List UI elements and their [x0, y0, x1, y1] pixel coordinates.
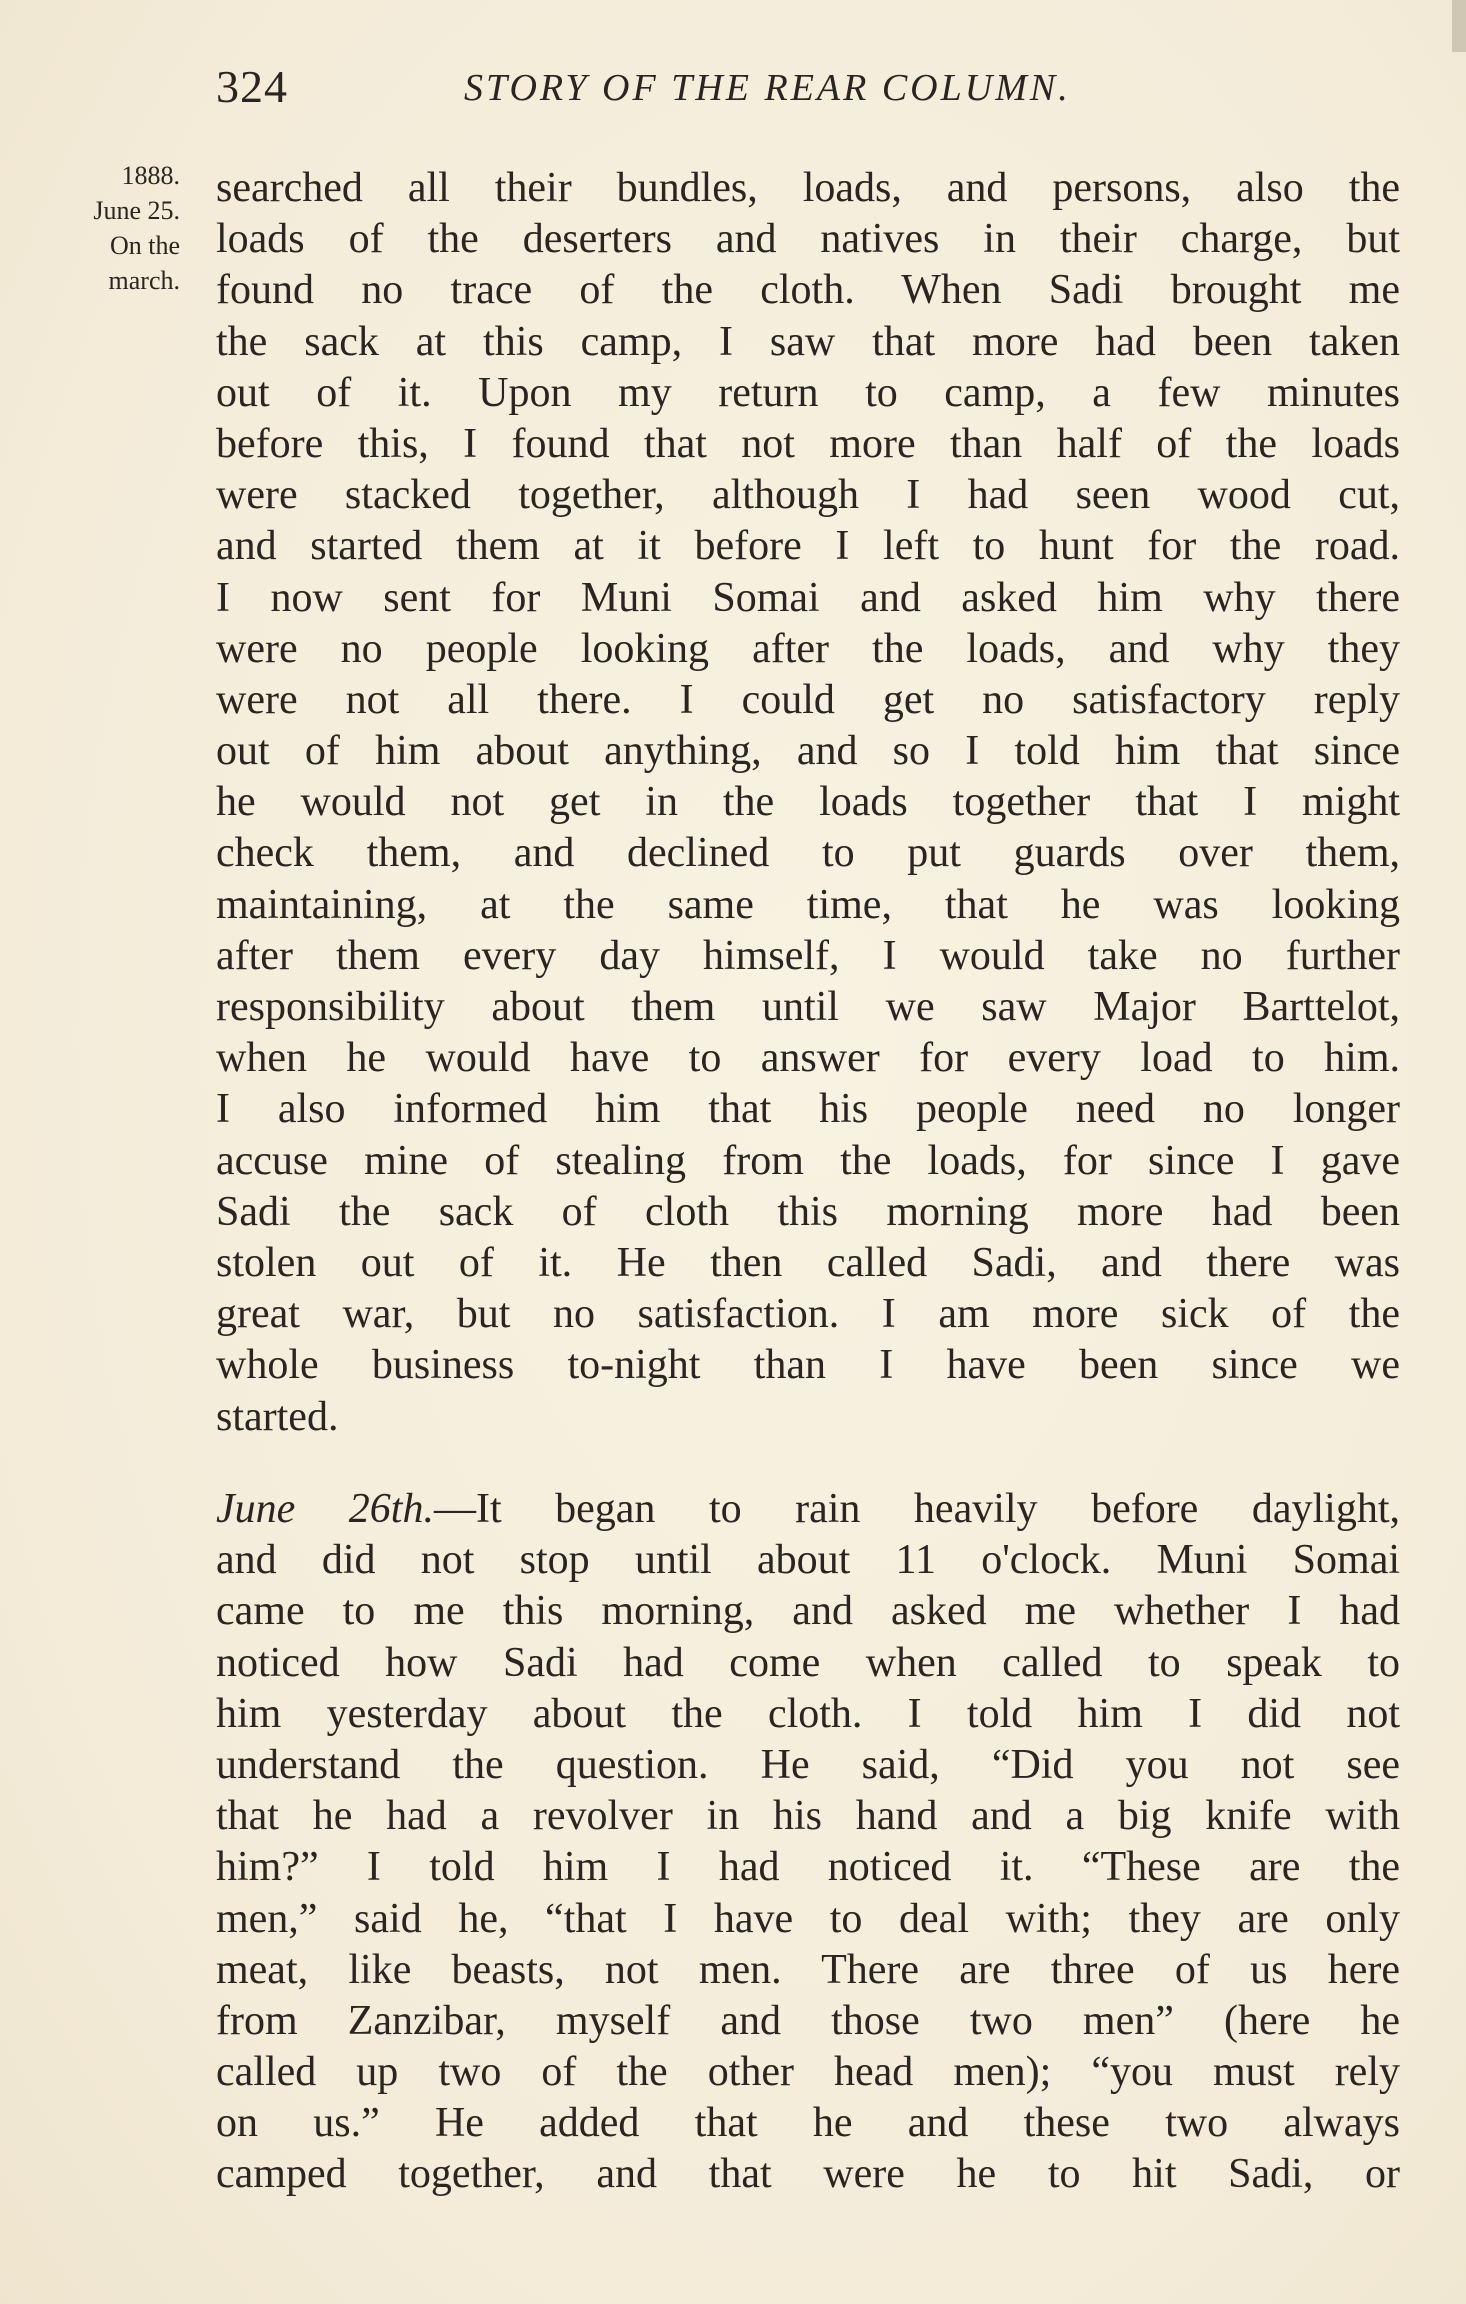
- text-line: stolen out of it. He then called Sadi, and there was: [216, 1239, 1400, 1286]
- page-number: 324: [216, 61, 288, 112]
- margin-note-date: June 25.: [93, 196, 180, 225]
- text-line: he would not get in the loads together that I might: [216, 779, 1400, 826]
- text-line: after them every day himself, I would take no further: [216, 932, 1400, 979]
- text-line: were no people looking after the loads, and why they: [216, 625, 1400, 672]
- text-line: great war, but no satisfaction. I am more sick of the: [216, 1291, 1400, 1338]
- text-line: when he would have to answer for every load to him.: [216, 1035, 1400, 1082]
- text-line: the sack at this camp, I saw that more had been taken: [216, 318, 1400, 365]
- text-line: responsibility about them until we saw Major Barttelot,: [216, 984, 1400, 1030]
- text-line: men,” said he, “that I have to deal with; they are only: [216, 1895, 1400, 1942]
- text-line: him?” I told him I had noticed it. “These are the: [216, 1844, 1400, 1891]
- entry-date: June 26th.: [216, 1486, 434, 1532]
- entry-first-line: —It began to rain heavily before daylight,: [433, 1486, 1400, 1532]
- text-line: from Zanzibar, myself and those two men” (here he: [216, 1997, 1400, 2044]
- text-line: accuse mine of stealing from the loads, for since I gave: [216, 1137, 1400, 1184]
- text-line: meat, like beasts, not men. There are three of us here: [216, 1946, 1400, 1993]
- text-line: whole business to-night than I have been since we: [216, 1342, 1400, 1389]
- text-line: and did not stop until about 11 o'clock. Muni Somai: [216, 1537, 1400, 1584]
- paragraph-june-25: [216, 163, 1400, 1443]
- text-line: were stacked together, although I had seen wood cut,: [216, 472, 1400, 519]
- text-line: that he had a revolver in his hand and a big knife with: [216, 1793, 1400, 1840]
- text-line: Sadi the sack of cloth this morning more had been: [216, 1188, 1400, 1235]
- text-line: on us.” He added that he and these two always: [216, 2100, 1400, 2147]
- text-line: came to me this morning, and asked me whether I had: [216, 1588, 1400, 1635]
- page-header: [216, 60, 1400, 120]
- text-line: before this, I found that not more than half of the loads: [216, 420, 1400, 467]
- text-line: were not all there. I could get no satisfactory reply: [216, 676, 1400, 723]
- text-line: called up two of the other head men); “you must rely: [216, 2049, 1400, 2096]
- text-line: searched all their bundles, loads, and persons, also the: [216, 165, 1400, 211]
- text-line: loads of the deserters and natives in their charge, but: [216, 216, 1400, 263]
- text-line: I now sent for Muni Somai and asked him why there: [216, 574, 1400, 621]
- text-line: found no trace of the cloth. When Sadi brought me: [216, 267, 1400, 314]
- margin-note-location-1: On the: [109, 231, 180, 260]
- text-line: I also informed him that his people need no longer: [216, 1086, 1400, 1133]
- text-line: and started them at it before I left to hunt for the road.: [216, 523, 1400, 570]
- paragraph-june-26: [216, 1484, 1400, 2201]
- running-title: STORY OF THE REAR COLUMN.: [464, 67, 1071, 109]
- margin-note: [48, 158, 180, 298]
- text-line-first: [216, 1484, 1400, 1535]
- margin-note-location-2: march.: [108, 266, 180, 295]
- text-line: out of him about anything, and so I told him that since: [216, 728, 1400, 775]
- margin-note-year: 1888.: [121, 161, 180, 190]
- text-line: out of it. Upon my return to camp, a few minutes: [216, 369, 1400, 416]
- text-line: understand the question. He said, “Did you not see: [216, 1741, 1400, 1788]
- text-line: maintaining, at the same time, that he was looking: [216, 881, 1400, 928]
- text-line: noticed how Sadi had come when called to speak to: [216, 1639, 1400, 1686]
- page-edge-mark: [1452, 0, 1466, 52]
- text-line: him yesterday about the cloth. I told him I did not: [216, 1690, 1400, 1737]
- text-line: camped together, and that were he to hit Sadi, or: [216, 2151, 1400, 2198]
- text-line: check them, and declined to put guards over them,: [216, 830, 1400, 877]
- text-line: started.: [216, 1393, 339, 1440]
